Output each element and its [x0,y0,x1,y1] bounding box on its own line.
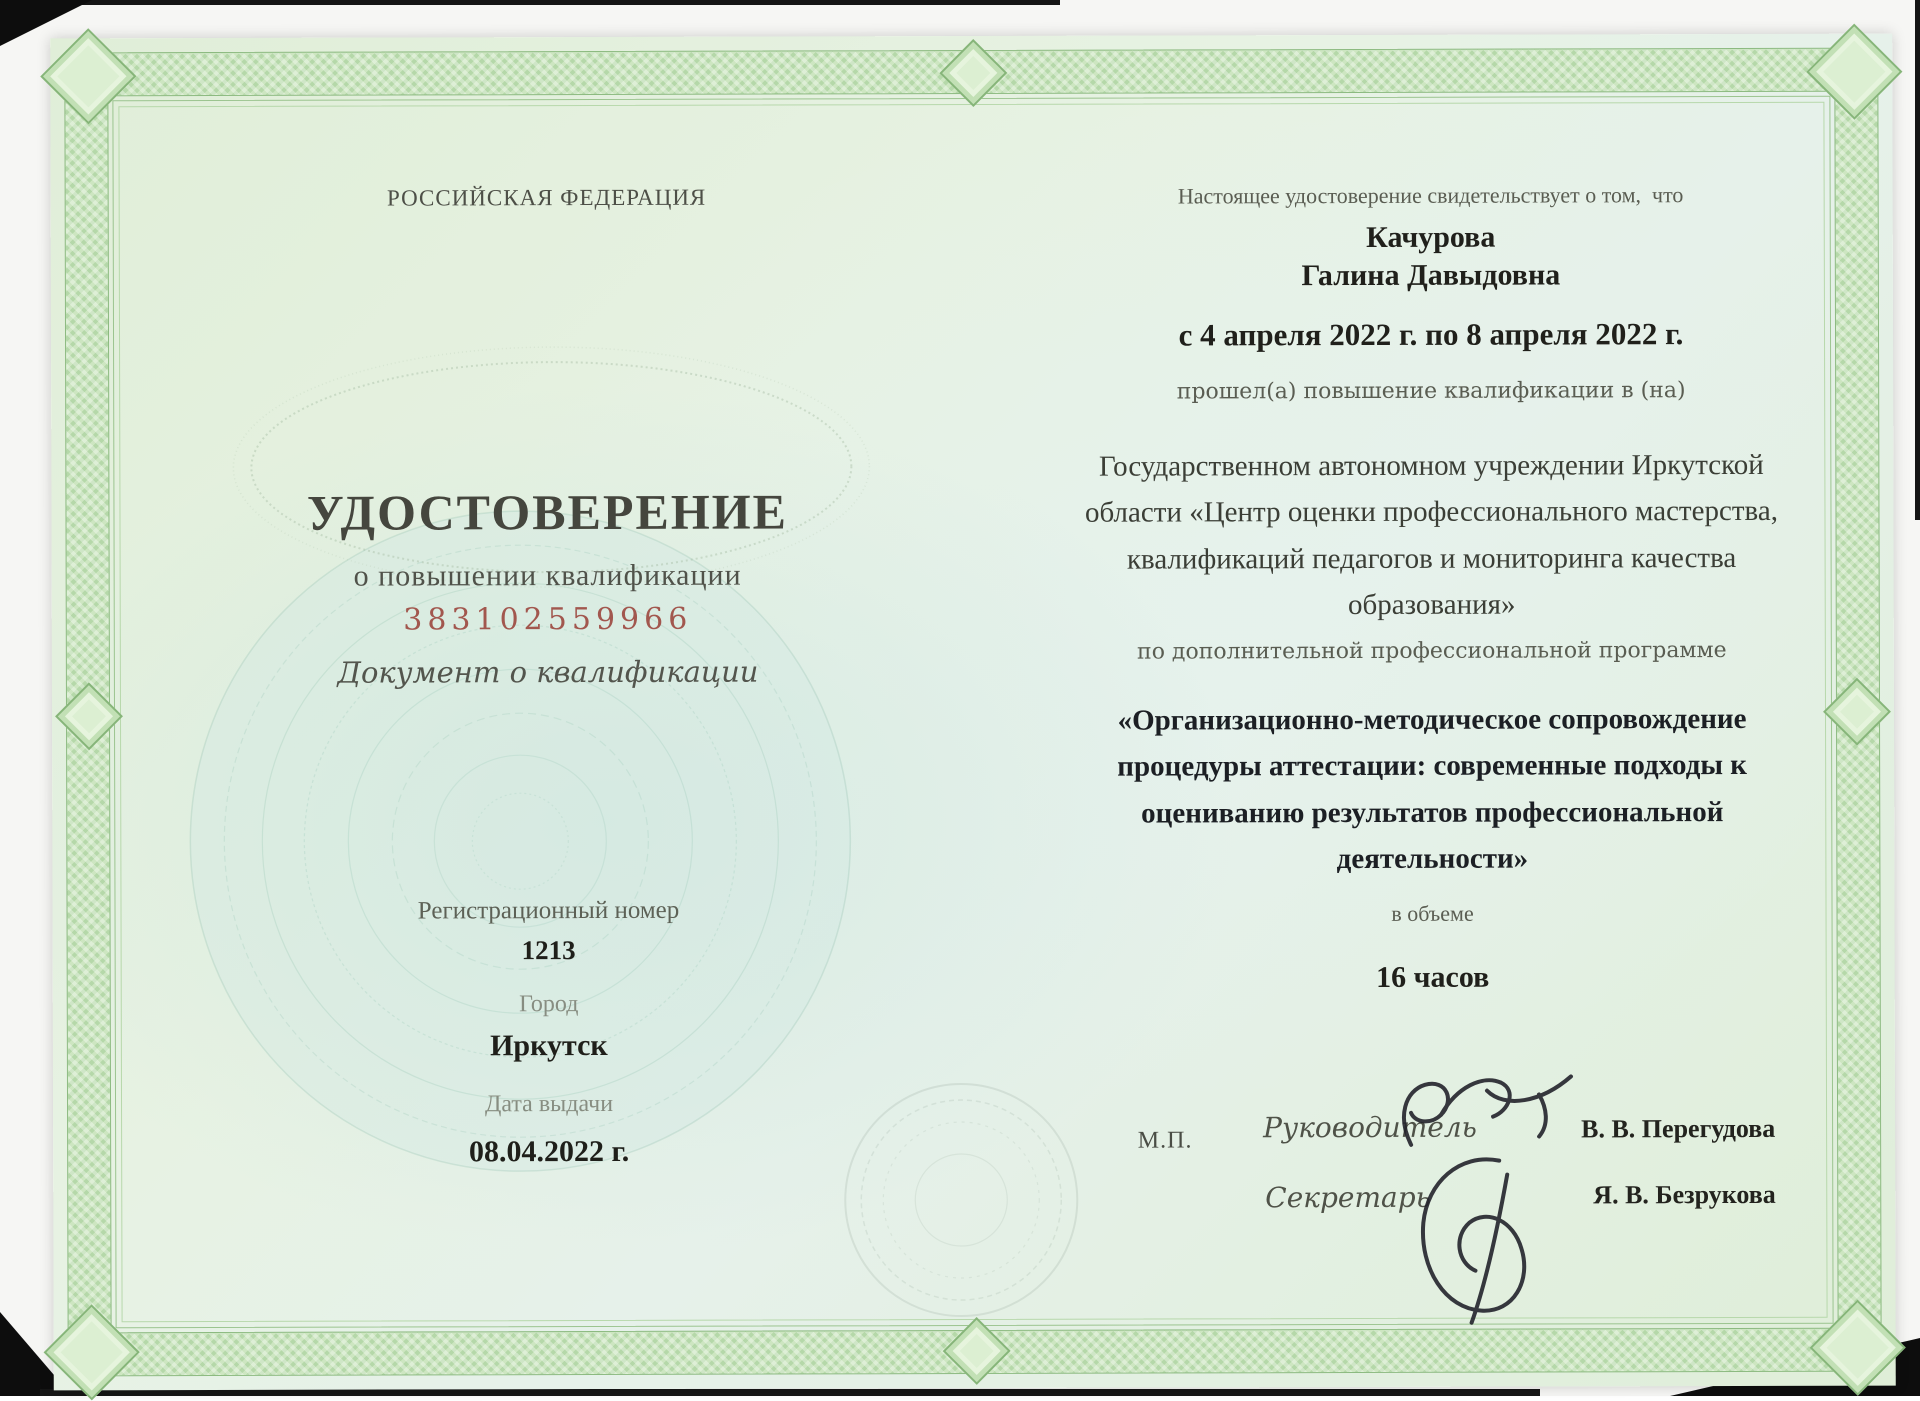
issue-date-value: 08.04.2022 г. [468,1134,630,1169]
organization-name: Государственном автономном учреждении Иркутской области «Центр оценки профессионального мастерства, квалификаций педагогов и мониторинга качества образования» [1084,448,1786,622]
program-title: «Организационно-методическое сопровождение процедуры аттестации: современные подходы к оцениванию результатов профессиональной деятельности» [1117,702,1755,876]
scan-edge-top [0,0,1060,5]
corner-ornament-icon [44,1304,140,1400]
secretary-name: Я. В. Безрукова [1593,1179,1776,1210]
issue-date-label: Дата выдачи [484,1090,614,1118]
completed-line: прошел(а) повышение квалификации в (на) [1176,378,1686,405]
document-subtitle: о повышении квалификации [353,558,742,593]
program-label: по дополнительной профессиональной программе [1136,638,1727,665]
registration-number-label: Регистрационный номер [417,896,680,925]
holder-given-name: Галина Давыдовна [1301,258,1561,293]
volume-hours: 16 часов [1376,960,1490,994]
serial-number: 383102559966 [403,601,693,638]
edge-ornament-icon [1823,678,1891,746]
head-role-label: Руководитель [1263,1110,1477,1145]
city-label: Город [519,991,579,1018]
training-period: с 4 апреля 2022 г. по 8 апреля 2022 г. [1178,316,1684,353]
country-heading: РОССИЙСКАЯ ФЕДЕРАЦИЯ [386,184,707,211]
head-name: В. В. Перегудова [1581,1113,1776,1144]
holder-surname: Качурова [1366,220,1496,254]
corner-ornament-icon [40,28,136,124]
corner-ornament-icon [1810,1300,1906,1396]
secretary-signature [1401,1146,1561,1331]
scan-edge-right [1915,0,1920,520]
attestation-intro: Настоящее удостоверение свидетельствует о том, что [1177,182,1684,209]
registration-number-value: 1213 [521,935,576,966]
secretary-role-label: Секретарь [1265,1180,1431,1215]
edge-ornament-icon [943,1317,1011,1385]
corner-ornament-icon [1806,24,1902,120]
volume-label: в объеме [1391,900,1474,926]
seal-place-label: М.П. [1137,1127,1193,1154]
scan-edge-bottom [40,1389,1540,1396]
certificate-paper [50,34,1896,1391]
document-title: УДОСТОВЕРЕНИЕ [306,483,789,541]
city-value: Иркутск [490,1028,608,1063]
document-kind: Документ о квалификации [337,654,759,690]
